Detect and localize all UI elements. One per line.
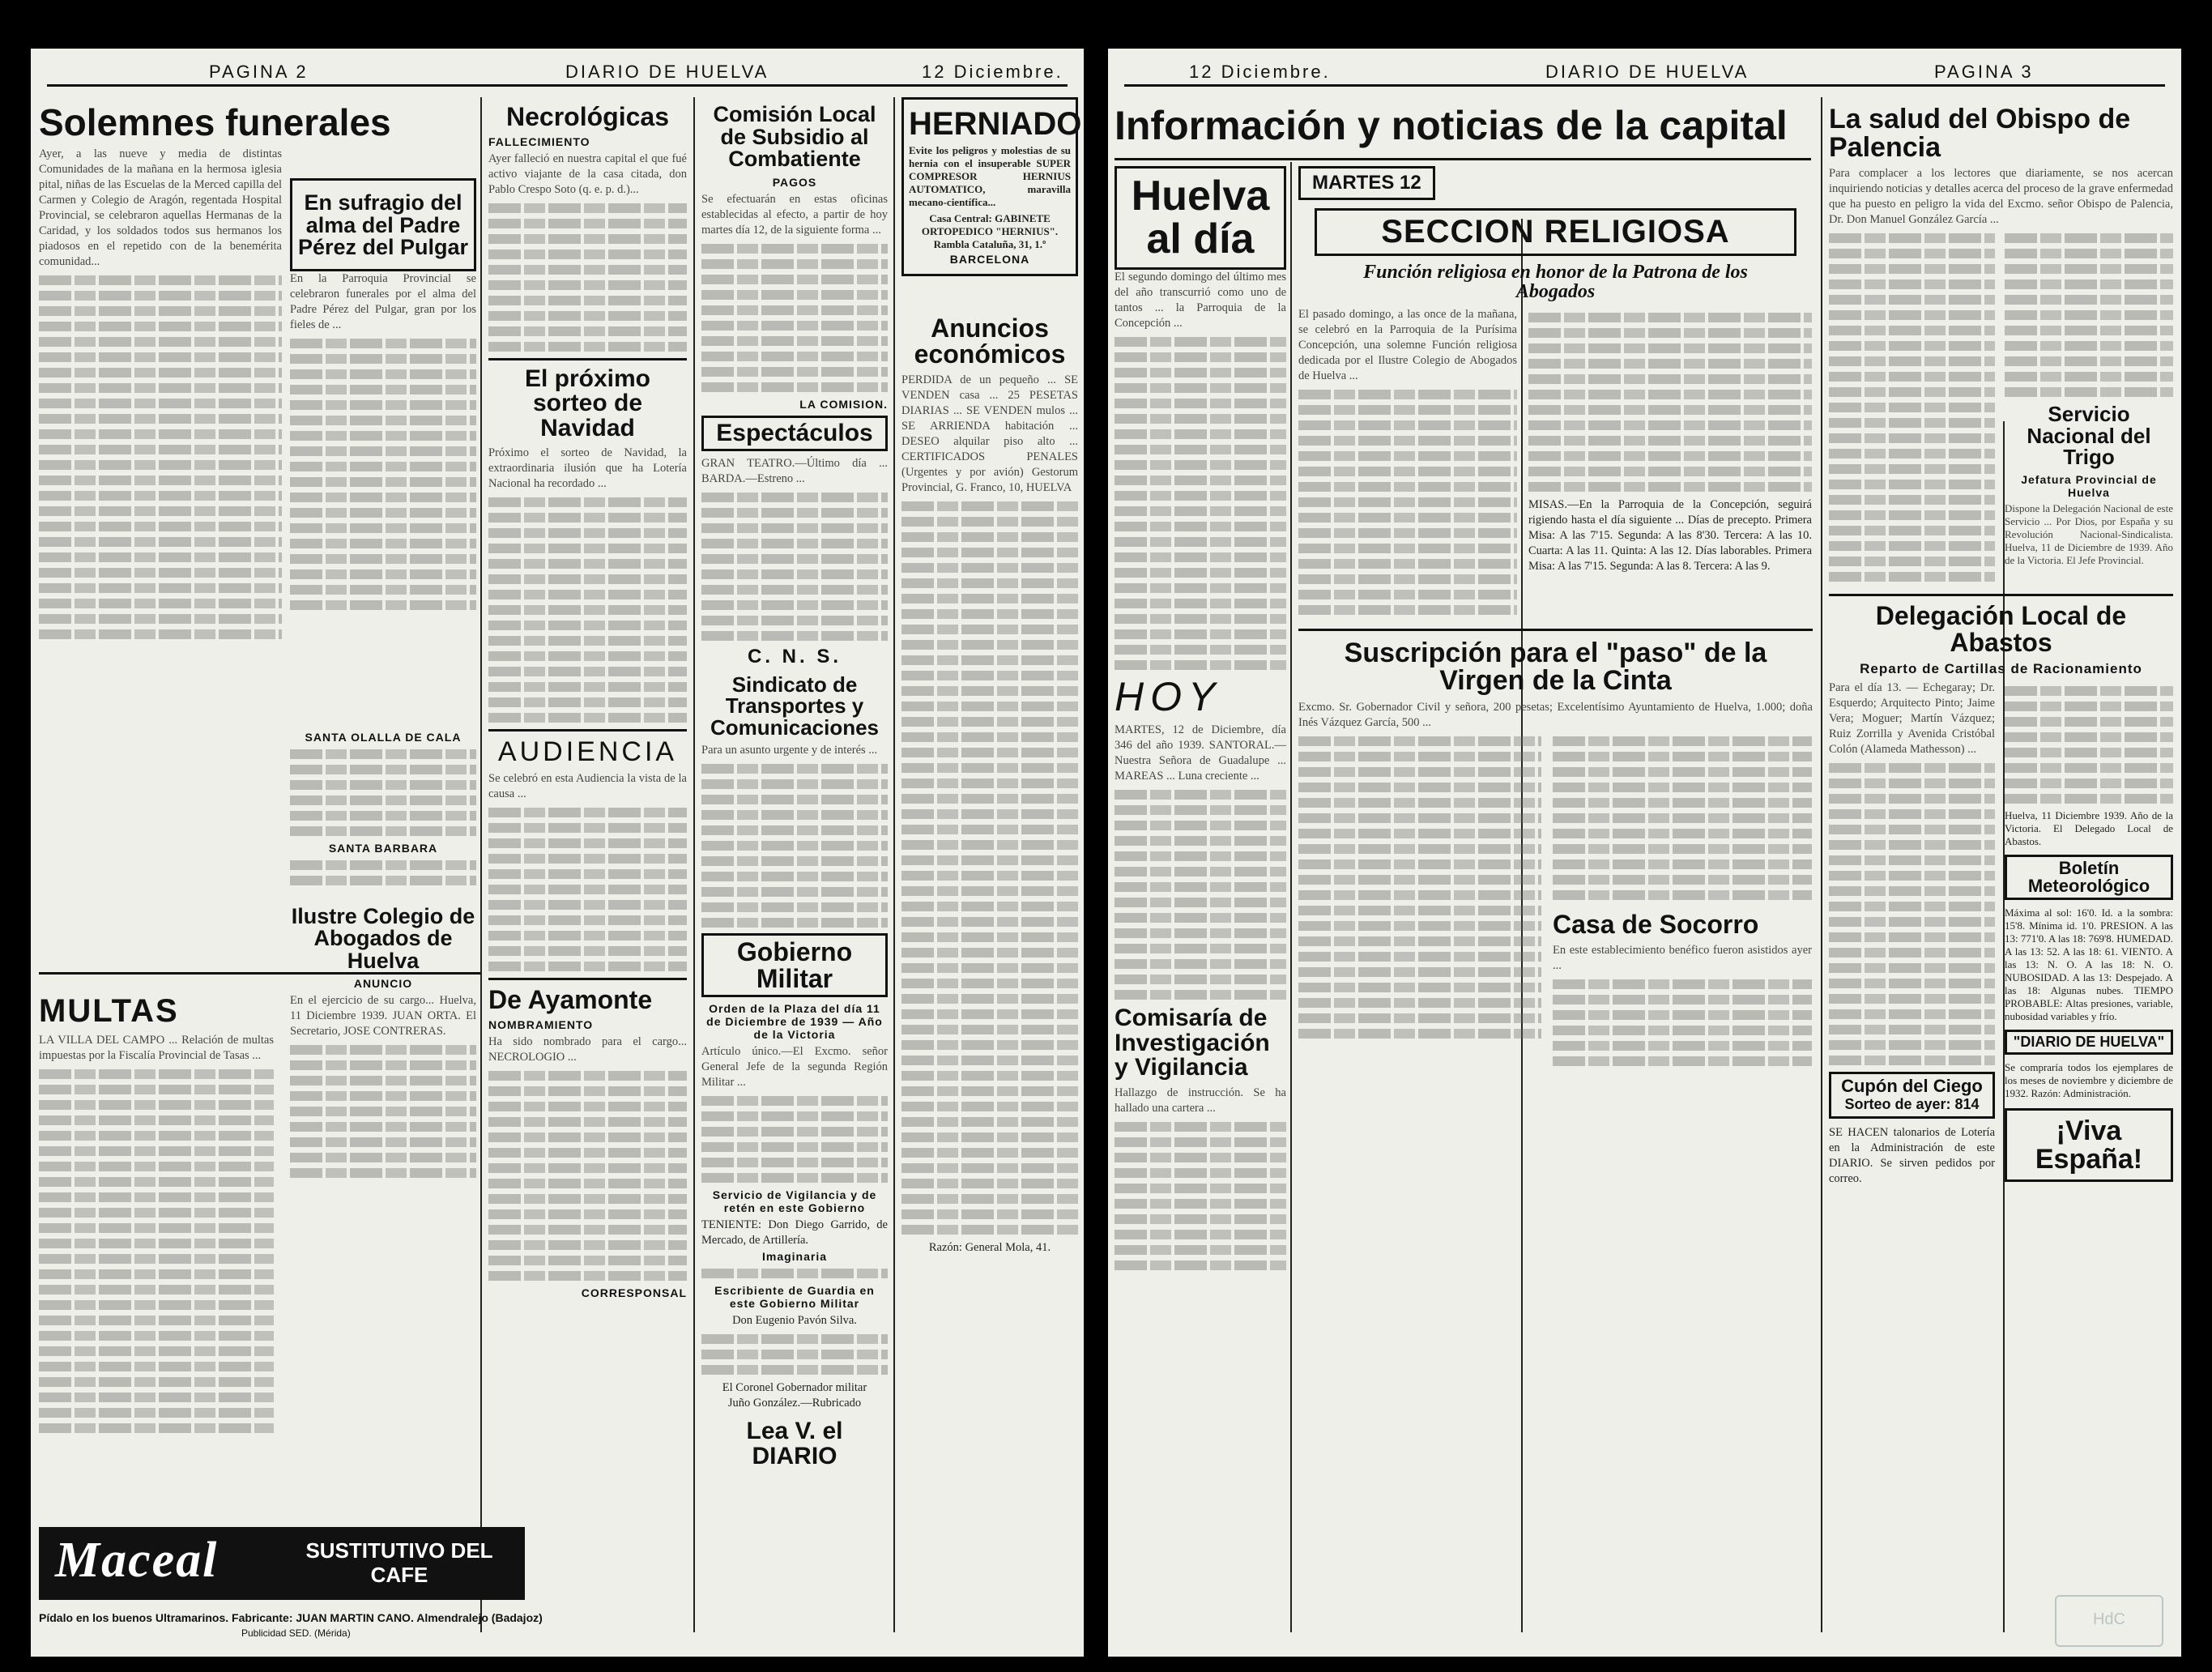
maceal-brand: Maceal <box>55 1533 219 1588</box>
necrologicas-text: Ayer falleció en nuestra capital el que fué activo viajante de la casa citada, don Pablo Crespo Soto (q. e. p. d.)... <box>488 151 687 196</box>
left-col-5 <box>901 97 1082 1640</box>
vigilancia-subhead: Servicio de Vigilancia y de retén en este Gobierno <box>712 1188 877 1215</box>
escribiente-name: Don Eugenio Pavón Silva. <box>732 1314 857 1328</box>
right-newspaper-page <box>1108 49 2181 1657</box>
espectaculos-box <box>701 416 888 452</box>
suscripcion-headline: Suscripción para el "paso" de la Virgen de la Cinta <box>1344 637 1767 697</box>
socorro-headline: Casa de Socorro <box>1553 910 1759 940</box>
cupon-headline: Cupón del Ciego <box>1841 1075 1983 1096</box>
right-paper-name: DIARIO DE HUELVA <box>1545 62 1750 82</box>
seccion-religiosa-box <box>1315 208 1796 256</box>
trigo-text: Dispone la Delegación Nacional de este Servicio ... Por Dios, por España y su Revolución Nacional-Sindicalista. Huelva, 11 de Diciembre de 1939. Año de la Victoria. El Jefe Provincial. <box>2005 501 2173 566</box>
funerales-text-lines <box>39 275 282 639</box>
anuncios-text: PERDIDA de un pequeño ... SE VENDEN casa ... 25 PESETAS DIARIAS ... SE VENDEN mulos ... SE ARRIENDA habitación ... DESEO alquilar piso alto ... CERTIFICADOS PENALES (Urgentes y por avión) Gestorum Provincial, G. Franco, 10, HUELVA <box>901 373 1078 495</box>
comisaria-text: Hallazgo de instrucción. Se ha hallado una cartera ... <box>1115 1086 1286 1115</box>
espectaculos-headline: Espectáculos <box>716 419 873 446</box>
main-section-headline: Información y noticias de la capital <box>1115 103 1788 148</box>
abastos-sign: Huelva, 11 Diciembre 1939. Año de la Victoria. El Delegado Local de Abastos. <box>2005 808 2173 847</box>
cns-headline: C. N. S. <box>747 646 842 668</box>
subsidio-text: Se efectuarán en estas oficinas establecidas al efecto, a partir de hoy martes día 12, de la siguiente forma ... <box>701 192 888 237</box>
gobierno-text: Artículo único.—El Excmo. señor General Jefe de la segunda Región Militar ... <box>701 1045 888 1090</box>
abastos-subhead: Reparto de Cartillas de Racionamiento <box>1860 660 2142 676</box>
boletin-text: Máxima al sol: 16'0. Id. a la sombra: 15'8. Mínima id. 1'0. PRESION. A las 13: 771'0. A las 18: 769'8. HUMEDAD. A las 13: 52. A las 18: 61. VIENTO. A las 13: N. O. A las 18: N. O. NUBOSIDAD. A las 13: Despejado. A las 18: Algunas nubes. TIEMPO PROBABLE: Altas presiones, variable, nubosidad variables y frío. <box>2005 906 2173 1023</box>
martes-date-box: MARTES 12 <box>1298 166 1435 200</box>
multas-headline: MULTAS <box>39 993 179 1029</box>
column-rule <box>693 97 695 1632</box>
ayamonte-text: Ha sido nombrado para el cargo... NECROLOGIO ... <box>488 1034 687 1064</box>
viva-espana-box <box>2005 1108 2173 1182</box>
left-page-number: PAGINA 2 <box>209 62 309 82</box>
archive-watermark: HdC <box>2055 1595 2163 1647</box>
sufragio-headline: En sufragio del alma del Padre Pérez del Pulgar <box>297 190 469 260</box>
right-header-date: 12 Diciembre. <box>1189 62 1331 82</box>
coronel-firma: Juño González.—Rubricado <box>727 1397 862 1410</box>
boletin-headline: Boletín Meteorológico <box>2027 857 2150 897</box>
right-page-number: PAGINA 3 <box>1934 62 2034 82</box>
razon-text: Razón: General Mola, 41. <box>928 1241 1051 1255</box>
sorteo-text: Próximo el sorteo de Navidad, la extraordinaria ilusión que ha Lotería Nacional ha recordado ... <box>488 446 687 491</box>
maceal-footer: Pídalo en los buenos Ultramarinos. Fabricante: JUAN MARTIN CANO. Almendralejo (Badajoz) <box>39 1611 543 1624</box>
left-running-header <box>47 60 1068 87</box>
left-col-2 <box>290 178 476 1640</box>
subsidio-headline: Comisión Local de Subsidio al Combatiente <box>713 102 876 172</box>
herniado-text: Evite los peligros y molestias de su hernia con el insuperable SUPER COMPRESOR HERNIUS AUTOMATICO, maravilla mecano-científica... <box>909 143 1071 208</box>
lea-diario-slogan: Lea V. el DIARIO <box>746 1418 843 1470</box>
ayamonte-headline: De Ayamonte <box>488 985 653 1015</box>
anuncios-headline: Anuncios económicos <box>914 313 1066 369</box>
abastos-headline: Delegación Local de Abastos <box>1875 601 2127 657</box>
fallecimiento-subhead: FALLECIMIENTO <box>488 134 590 148</box>
section-rule <box>1115 158 1811 160</box>
cupon-ciego-box <box>1829 1072 1995 1120</box>
comisaria-headline: Comisaría de Investigación y Vigilancia <box>1115 1004 1270 1081</box>
santa-barbara-heading: SANTA BARBARA <box>328 841 438 855</box>
diario-box-text: Se compraría todos los ejemplares de los meses de noviembre y diciembre de 1932. Razón: Administración. <box>2005 1060 2173 1099</box>
herniado-city: BARCELONA <box>949 252 1030 266</box>
sufragio-text: En la Parroquia Provincial se celebraron funerales por el alma del Padre Pérez del Pulgar, gran por los fieles de ... <box>290 271 476 331</box>
obispo-text: Para complacer a los lectores que diariamente, se nos acercan inquiriendo noticias y detalles acerca del proceso de la grave enfermedad que ha puesto en peligro la vida del Excmo. señor Obispo de Palencia, Dr. Don Manuel González García ... <box>1829 167 2173 227</box>
column-rule <box>480 97 482 1632</box>
right-col-1 <box>1115 166 1286 1640</box>
maceal-sub: Publicidad SED. (Mérida) <box>241 1627 351 1639</box>
audiencia-headline: AUDIENCIA <box>497 736 678 768</box>
misas-text: MISAS.—En la Parroquia de la Concepción, seguirá rigiendo hasta el día siguiente ... Días de precepto. Primera Misa: A las 7'15. Segunda: A las 8'30. Tercera: A las 10. Cuarta: A las 11. Quinta: A las 12. Días laborables. Primera Misa: A las 7'15. Segunda: A las 8. Tercera: A las 9. <box>1528 497 1812 573</box>
viva-espana-slogan: ¡Viva España! <box>2035 1115 2143 1175</box>
suscripcion-text: Excmo. Sr. Gobernador Civil y señora, 200 pesetas; Excelentísimo Ayuntamiento de Huelva, 1.000; doña Inés Vázquez García, 500 ... <box>1298 701 1813 730</box>
left-paper-name: DIARIO DE HUELVA <box>565 62 769 82</box>
cns-subhead: Sindicato de Transportes y Comunicaciones <box>710 672 880 740</box>
audiencia-text: Se celebró en esta Audiencia la vista de la causa ... <box>488 772 687 801</box>
gobierno-box <box>701 933 888 997</box>
left-col-4 <box>701 97 888 1640</box>
column-rule <box>1290 162 1292 1632</box>
boletin-box <box>2005 855 2173 901</box>
imaginaria-subhead: Imaginaria <box>761 1250 828 1264</box>
pagos-subhead: PAGOS <box>772 175 817 189</box>
maceal-tagline: SUSTITUTIVO DEL CAFE <box>305 1538 493 1587</box>
huelva-al-dia-box <box>1115 166 1286 270</box>
herniado-firm: Casa Central: GABINETE ORTOPEDICO "HERNIUS". Rambla Cataluña, 31, 1.º <box>921 211 1059 250</box>
obispo-headline: La salud del Obispo de Palencia <box>1829 104 2131 163</box>
coronel-text: El Coronel Gobernador militar <box>722 1381 867 1395</box>
right-col-3 <box>1829 99 2173 1640</box>
cns-text: Para un asunto urgente y de interés ... <box>701 744 878 757</box>
huelva-al-dia-headline: Huelva al día <box>1131 173 1270 263</box>
sorteo-headline: El próximo sorteo de Navidad <box>524 365 651 441</box>
seccion-religiosa-headline: SECCION RELIGIOSA <box>1381 214 1730 250</box>
herniado-headline: HERNIADO <box>909 106 1082 142</box>
funerales-headline: Solemnes funerales <box>39 101 391 143</box>
abastos-text: Para el día 13. — Echegaray; Dr. Esquerdo; Arquitecto Pinto; Jaime Vera; Moguer; Martín Vázquez; Ruiz Zorrilla y Avenida Cristóbal Colón (Alameda Mathesson) ... <box>1829 680 1995 756</box>
hoy-headline: HOY <box>1115 674 1222 720</box>
huelva-al-dia-text: El segundo domingo del último mes del año transcurrió como uno de tantos ... la Parroquia de la Concepción ... <box>1115 271 1286 331</box>
funerales-text: Ayer, a las nueve y media de distintas Comunidades de la mañana en la hermosa iglesia pital, niñas de las Escuelas de la Merced capilla del Carmen y Colegio de Aragón, regentada Hospital Provincial, se celebraron aquellas Hermanas de la Caridad, y los soldados todos sus hermanos los piadosos en el repetido con de la benemérita comunidad... <box>39 147 282 268</box>
left-newspaper-page <box>31 49 1084 1657</box>
right-col-2 <box>1298 166 1813 1640</box>
comision-sign: LA COMISION. <box>799 397 888 411</box>
escribiente-subhead: Escribiente de Guardia en este Gobierno Militar <box>714 1284 875 1311</box>
necrologicas-headline: Necrológicas <box>506 102 669 131</box>
funcion-headline: Función religiosa en honor de la Patrona de los Abogados <box>1363 261 1748 303</box>
right-running-header <box>1124 60 2165 87</box>
diario-box <box>2005 1030 2173 1054</box>
teniente-text: TENIENTE: Don Diego Garrido, de Mercado, de Artillería. <box>701 1218 888 1248</box>
corresponsal-sign: CORRESPONSAL <box>581 1286 687 1299</box>
hoy-text: MARTES, 12 de Diciembre, día 346 del año 1939. SANTORAL.—Nuestra Señora de Guadalupe ... MAREAS ... Luna creciente ... <box>1115 723 1286 783</box>
left-header-date: 12 Diciembre. <box>922 62 1063 82</box>
talonarios-text: SE HACEN talonarios de Lotería en la Administración de este DIARIO. Se sirven pedidos por correo. <box>1829 1126 1995 1186</box>
column-rule <box>1821 97 1822 1632</box>
funcion-text: El pasado domingo, a las once de la mañana, se celebró en la Parroquia de la Purísima Concepción, una solemne Función religiosa dedicada por el Ilustre Colegio de Abogados de Huelva ... <box>1298 307 1517 382</box>
santa-olalla-heading: SANTA OLALLA DE CALA <box>305 730 462 744</box>
socorro-text: En este establecimiento benéfico fueron asistidos ayer ... <box>1553 943 1812 972</box>
abogados-anuncio: ANUNCIO <box>353 977 413 991</box>
sufragio-box <box>290 178 476 271</box>
multas-text: LA VILLA DEL CAMPO ... Relación de multas impuestas por la Fiscalía Provincial de Tasas ... <box>39 1033 274 1062</box>
column-rule <box>893 97 895 1632</box>
left-col-3 <box>488 97 687 1640</box>
gobierno-subhead: Orden de la Plaza del día 11 de Diciembre de 1939 — Año de la Victoria <box>706 1002 883 1042</box>
nombramiento-subhead: NOMBRAMIENTO <box>488 1017 594 1031</box>
espectaculos-text: GRAN TEATRO.—Último día ... BARDA.—Estreno ... <box>701 457 888 486</box>
herniado-ad <box>901 97 1082 276</box>
abogados-text: En el ejercicio de su cargo... Huelva, 11 Diciembre 1939. JUAN ORTA. El Secretario, JOSE CONTRERAS. <box>290 994 476 1039</box>
gobierno-headline: Gobierno Militar <box>736 937 853 993</box>
cupon-result: Sorteo de ayer: 814 <box>1844 1096 1980 1113</box>
diario-box-title: "DIARIO DE HUELVA" <box>2013 1034 2165 1051</box>
trigo-headline: Servicio Nacional del Trigo <box>2027 402 2151 470</box>
abogados-headline: Ilustre Colegio de Abogados de Huelva <box>291 903 475 973</box>
trigo-subhead: Jefatura Provincial de Huelva <box>2021 472 2157 499</box>
